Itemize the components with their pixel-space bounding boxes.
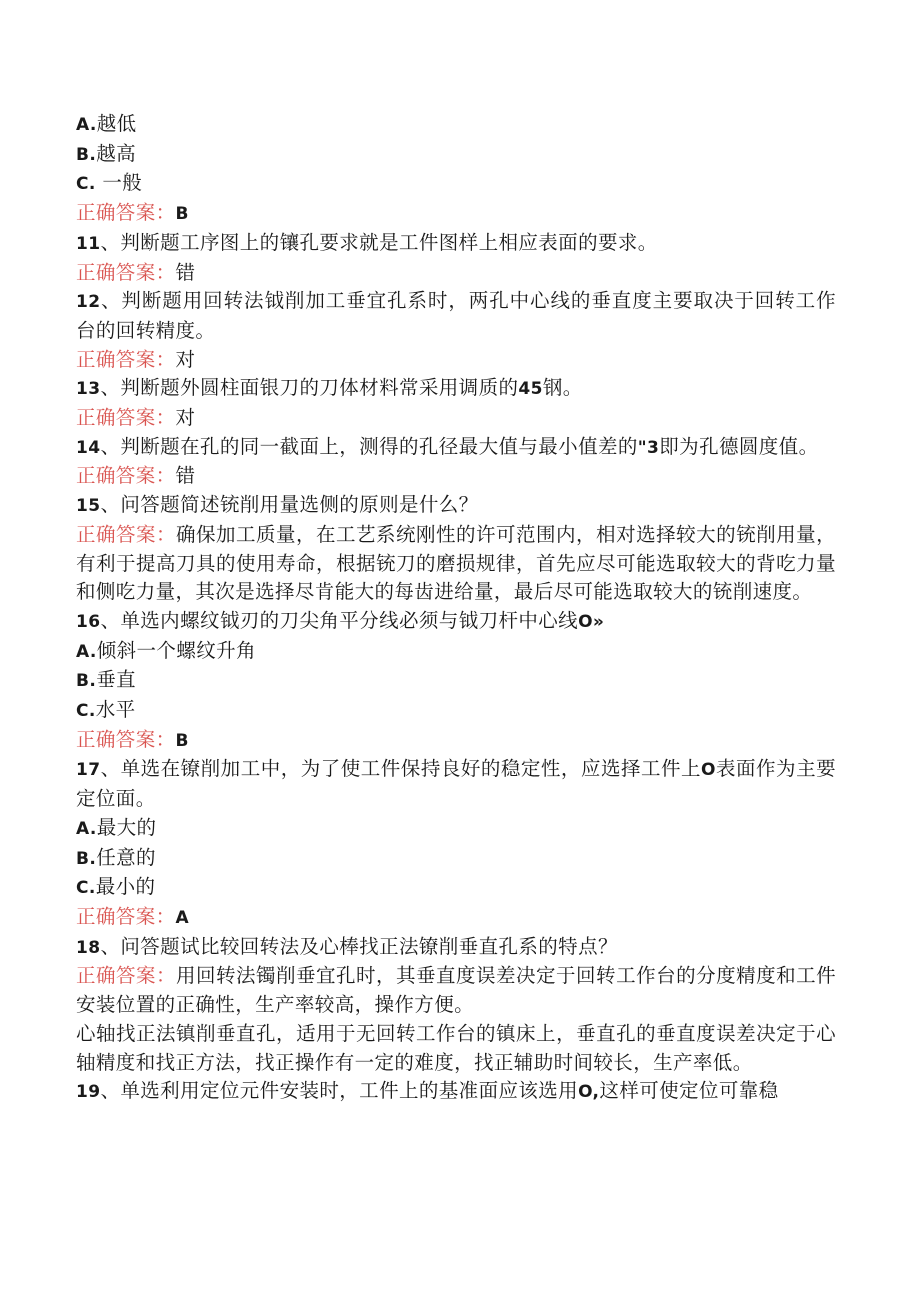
document-page [76, 110, 836, 1107]
question-11 [76, 229, 836, 259]
option-b [76, 666, 836, 696]
question-bold-text: 45 [518, 379, 543, 400]
question-bold-text: O, [578, 1082, 600, 1103]
option-text: 最小的 [95, 875, 156, 899]
answer-extra-text: 心轴找正法镇削垂直孔，适用于无回转工作台的镇床上，垂直孔的垂直度误差决定于心轴精度和找正方法，找正操作有一定的难度，找正辅助时间较长，生产率低。 [76, 1021, 836, 1074]
answer-label: 正确答案： [76, 522, 177, 546]
question-19 [76, 1077, 836, 1107]
question-bold-text: O» [578, 611, 605, 632]
question-number: 14 [76, 437, 101, 458]
question-16 [76, 607, 836, 637]
answer-line [76, 903, 836, 933]
answer-line [76, 346, 836, 375]
answer-line [76, 521, 836, 607]
answer-label: 正确答案： [76, 201, 176, 225]
answer-value: 确保加工质量，在工艺系统刚性的许可范围内，相对选择较大的铳削用量，有利于提高刀具的使用寿命，根据铳刀的磨损规律，首先应尽可能选取较大的背吃力量和侧吃力量，其次是选择尽肯能大的每齿进给量，最后尽可能选取较大的铳削速度。 [76, 522, 836, 604]
answer-line [76, 199, 836, 229]
option-a [76, 637, 836, 667]
option-key: A. [76, 641, 97, 662]
answer-label: 正确答案： [76, 260, 176, 284]
option-c [76, 696, 836, 726]
option-text: 任意的 [96, 845, 156, 869]
option-key: B. [76, 848, 97, 869]
question-text: 、问答题简述铳削用量选侧的原则是什么？ [100, 493, 479, 517]
option-text: 水平 [95, 698, 136, 722]
option-b [76, 844, 836, 874]
answer-value: 对 [175, 347, 196, 371]
question-number: 12 [76, 292, 101, 313]
question-text: 、判断题外圆柱面银刀的刀体材料常采用调质的 [100, 376, 519, 400]
option-key: A. [76, 818, 97, 839]
question-text: 、判断题在孔的同一截面上，测得的孔径最大值与最小值差的 [100, 434, 638, 458]
question-number: 13 [76, 379, 101, 400]
option-key: C. [76, 174, 96, 195]
option-text: 一般 [95, 171, 143, 195]
answer-value: B [175, 204, 189, 225]
question-text: 、单选在镣削加工中，为了使工件保持良好的稳定性，应选择工件上 [100, 757, 702, 781]
answer-line [76, 726, 836, 756]
option-text: 越高 [96, 141, 137, 165]
option-key: B. [76, 671, 97, 692]
question-14 [76, 433, 836, 463]
question-15 [76, 491, 836, 521]
question-bold-text: "3 [637, 437, 660, 458]
answer-value: A [175, 907, 190, 928]
option-text: 倾斜一个螺纹升角 [96, 638, 256, 662]
answer-value: 用回转法镯削垂宜孔时，其垂直度误差决定于回转工作台的分度精度和工件安装位置的正确性，生产率较高，操作方便。 [76, 964, 836, 1017]
option-key: C. [76, 701, 96, 722]
answer-label: 正确答案： [76, 904, 176, 928]
answer-line [76, 404, 836, 433]
question-number: 11 [76, 233, 101, 254]
answer-label: 正确答案： [76, 347, 176, 371]
option-c [76, 169, 836, 199]
answer-label: 正确答案： [76, 727, 176, 751]
answer-label: 正确答案： [76, 464, 176, 488]
question-number: 15 [76, 496, 101, 517]
option-text: 越低 [96, 112, 137, 135]
question-text: 这样可使定位可靠稳 [599, 1079, 779, 1103]
question-text: 、单选利用定位元件安装时，工件上的基准面应该选用 [100, 1079, 579, 1103]
question-text: 、问答题试比较回转法及心棒找正法镣削垂直孔系的特点？ [100, 934, 618, 958]
question-12 [76, 287, 836, 345]
answer-line [76, 962, 836, 1019]
answer-label: 正确答案： [76, 406, 176, 430]
answer-value: 错 [175, 464, 196, 488]
option-key: B. [76, 144, 97, 165]
answer-value: B [175, 730, 189, 751]
question-text: 、单选内螺纹钺刃的刀尖角平分线必须与钺刀杆中心线 [100, 608, 579, 632]
question-number: 17 [76, 760, 101, 781]
option-c [76, 873, 836, 903]
question-17 [76, 755, 836, 813]
answer-value: 错 [175, 260, 196, 284]
question-bold-text: O [701, 760, 716, 781]
question-18 [76, 933, 836, 963]
question-number: 19 [76, 1082, 101, 1103]
question-text: 即为孔德圆度值。 [659, 434, 819, 458]
question-text: 钢。 [542, 376, 583, 400]
question-number: 16 [76, 611, 101, 632]
question-13 [76, 374, 836, 404]
option-text: 最大的 [96, 815, 157, 839]
question-text: 、判断题用回转法钺削加工垂宜孔系时，两孔中心线的垂直度主要取决于回转工作台的回转精度。 [76, 289, 836, 342]
option-key: C. [76, 878, 96, 899]
answer-paragraph [76, 1020, 836, 1077]
option-b [76, 140, 836, 170]
option-text: 垂直 [96, 668, 137, 692]
answer-line [76, 259, 836, 288]
answer-line [76, 462, 836, 491]
question-text: 、判断题工序图上的镶孔要求就是工件图样上相应表面的要求。 [100, 230, 658, 254]
question-text: 表面作为主要定位面。 [76, 757, 836, 811]
answer-label: 正确答案： [76, 964, 177, 988]
option-key: A. [76, 115, 97, 135]
option-a [76, 814, 836, 844]
question-number: 18 [76, 937, 101, 958]
option-a [76, 110, 836, 140]
answer-value: 对 [175, 406, 196, 430]
